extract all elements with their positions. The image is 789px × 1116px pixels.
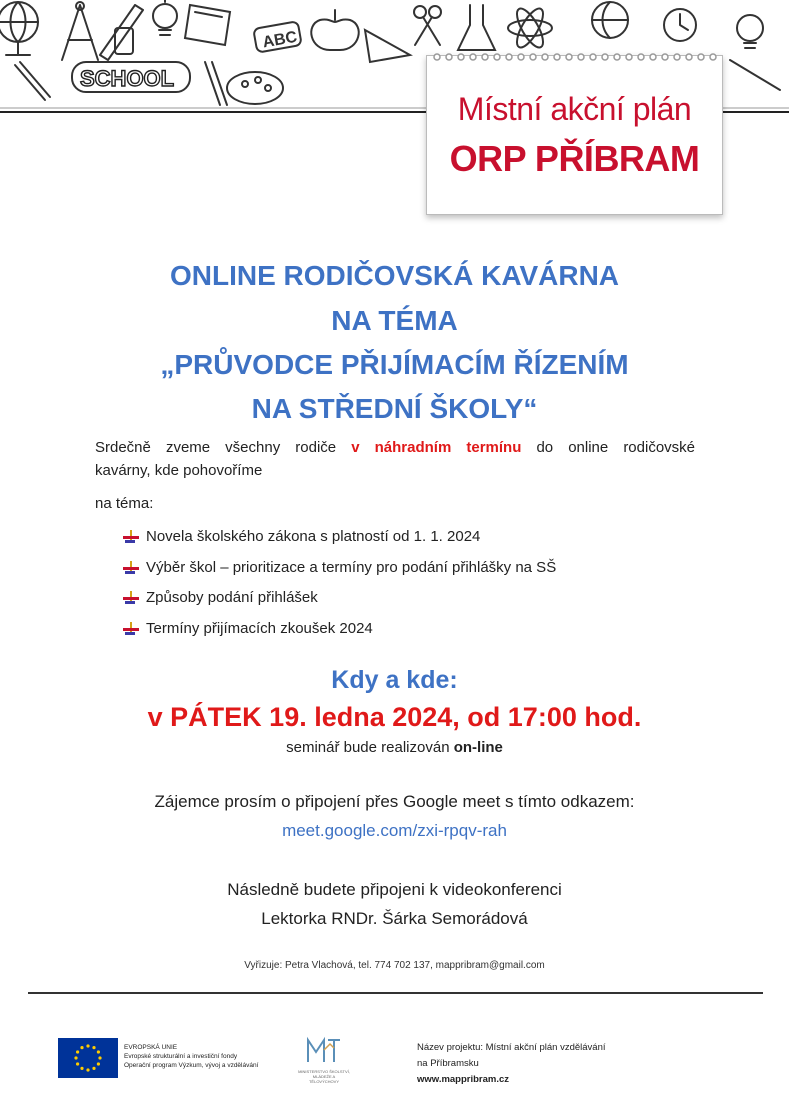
book-icon: [185, 5, 230, 45]
triangle-ruler-icon: [365, 30, 410, 62]
svg-text:ABC: ABC: [261, 28, 299, 52]
project-info: [417, 1040, 606, 1088]
invitation-line-2: kavárny, kde pohovoříme: [95, 462, 263, 479]
badge-subtitle: ORP PŘÍBRAM: [449, 138, 700, 179]
rescheduled-highlight: v náhradním termínu: [351, 439, 522, 456]
project-name: Název projektu: Místní akční plán vzdělávání: [417, 1042, 606, 1053]
atom-icon: [508, 5, 552, 51]
bullet-arrow-icon: [122, 560, 140, 576]
website-link[interactable]: www.mappribram.cz: [417, 1074, 510, 1085]
palette-icon: [227, 72, 283, 104]
scissors-icon: [414, 6, 441, 45]
when-where-heading: Kdy a kde:: [331, 666, 458, 694]
apple-icon: [311, 10, 358, 50]
event-format: seminář bude realizován on-line: [286, 739, 503, 756]
list-item: Výběr škol – prioritizace a termíny pro podání přihlášky na SŠ: [122, 553, 556, 584]
bullet-arrow-icon: [122, 590, 140, 606]
google-meet-link[interactable]: meet.google.com/zxi-rpqv-rah: [282, 821, 507, 840]
compass-icon: [62, 2, 98, 60]
pencil-icon: [100, 5, 143, 60]
msmt-logo: MINISTERSTVO ŠKOLSTVÍ, MLÁDEŽE A TĚLOVÝCHOVY: [298, 1036, 350, 1084]
badge-title: Místní akční plán: [457, 91, 692, 127]
bullet-arrow-icon: [122, 621, 140, 637]
invitation-line-3: na téma:: [95, 495, 154, 512]
lightbulb-icon-2: [737, 15, 763, 48]
list-item: Způsoby podání přihlášek: [122, 583, 556, 614]
globe-icon: [0, 2, 38, 55]
clock-icon: [664, 9, 696, 41]
title-line-2: NA TÉMA: [331, 305, 458, 336]
msmt-logo-icon: [304, 1036, 344, 1064]
title-line-4: NA STŘEDNÍ ŠKOLY“: [251, 393, 538, 424]
svg-text:SCHOOL: SCHOOL: [80, 66, 175, 91]
title-line-3: „PRŮVODCE PŘIJÍMACÍM ŘÍZENÍM: [160, 349, 629, 380]
videoconference-note: Následně budete připojeni k videokonferenci: [227, 880, 562, 899]
invitation-text: [95, 436, 695, 515]
project-name-line2: na Příbramsku: [417, 1058, 479, 1069]
beaker-icon: [458, 5, 495, 50]
bullet-arrow-icon: [122, 529, 140, 545]
contact-info: Vyřizuje: Petra Vlachová, tel. 774 702 137, mappribram@gmail.com: [244, 960, 545, 971]
mistni-akcni-plan-badge: [426, 55, 723, 215]
topic-list: [122, 522, 556, 644]
spiral-binding-icon: [427, 47, 722, 67]
join-request-text: Zájemce prosím o připojení přes Google meet s tímto odkazem:: [154, 792, 635, 811]
invitation-line-1: Srdečně zveme všechny rodiče v náhradním termínu do online rodičovské: [95, 439, 696, 456]
lecturer-name: Lektorka RNDr. Šárka Semorádová: [261, 909, 528, 928]
title-line-1: ONLINE RODIČOVSKÁ KAVÁRNA: [169, 260, 620, 291]
eu-flag-icon: [58, 1038, 118, 1078]
globe-icon-2: [592, 2, 628, 38]
event-datetime: v PÁTEK 19. ledna 2024, od 17:00 hod.: [147, 702, 642, 732]
list-item: Novela školského zákona s platností od 1. 1. 2024: [122, 522, 556, 553]
footer-divider: [28, 992, 763, 994]
lightbulb-icon: [153, 0, 177, 35]
pen-icon: [15, 62, 50, 100]
eraser-icon: [115, 28, 133, 54]
list-item: Termíny přijímacích zkoušek 2024: [122, 614, 556, 645]
eu-funding-text: EVROPSKÁ UNIE Evropské strukturální a investiční fondy Operační program Výzkum, vývoj a vzdělávání: [124, 1044, 259, 1069]
